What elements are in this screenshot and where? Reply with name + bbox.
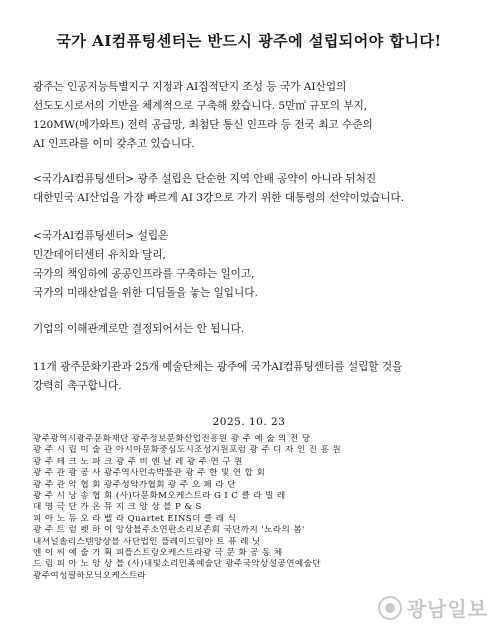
newspaper-logo-icon [378, 596, 402, 620]
organization-row: 광 주 관 광 공 사 광주역사민속박물관 광 주 한 빛 연 합 회 [33, 468, 266, 479]
text-line: 대한민국 AI산업을 가장 빠르게 AI 3강으로 가기 위한 대통령의 선약이었습니다. [33, 192, 405, 204]
organization-row: 광 주 테 크 노 파 크 광 주 비 엔 날 레 광 주 연 구 원 [33, 456, 243, 467]
text-line: 선도도시로서의 기반을 체계적으로 구축해 왔습니다. 5만㎡ 규모의 부지, [33, 100, 368, 112]
text-line: <국가AI컴퓨팅센터> 설립은 [33, 230, 169, 242]
text-line: 국가의 미래산업을 위한 디딤돌을 놓는 일입니다. [33, 287, 258, 299]
organization-row: 광 주 시 립 미 술 관 아시아문화중심도시조성지원포럼 광 주 디 자 인 진 흥 원 [33, 445, 342, 456]
text-line: 민간데이터센터 유치와 달리, [33, 249, 166, 261]
text-line: 120MW(메가와트) 전력 공급망, 최첨단 통신 인프라 등 전국 최고 수준의 [33, 119, 373, 131]
organization-row: 광주광역시광주문화재단 광주정보문화산업진흥원 광 주 예 술 의 전 당 [33, 434, 311, 444]
paragraph-demand [33, 358, 473, 396]
signatory-organizations [33, 434, 463, 582]
paragraph-public-infra [33, 227, 473, 303]
text-line: 강력히 촉구합니다. [33, 380, 122, 392]
newspaper-watermark [378, 593, 488, 622]
text-line: 기업의 이해관계로만 결정되어서는 안 됩니다. [33, 323, 245, 335]
document-date: 2025. 10. 23 [212, 416, 286, 428]
organization-row: 엔 이 씨 예 술 기 획 피플스트링오케스트라광 극 문 화 공 동 체 [33, 548, 283, 559]
organization-row: 광 주 트 럼 펫 하 이 앙상블주소연판소리보존회 국단까지 '노라의 봄' [33, 525, 305, 536]
text-line: 광주는 인공지능특별지구 지정과 AI집적단지 조성 등 국가 AI산업의 [33, 81, 347, 93]
text-line: 11개 광주문화기관과 25개 예술단체는 광주에 국가AI컴퓨팅센터를 설립할 것을 [33, 361, 403, 373]
paragraph-business-interest [33, 320, 473, 339]
organization-row: 피 아 노 듀 오 라 벨 라 Quartet EINS더 클 래 식 [33, 513, 237, 524]
organization-row: 드 림 피 아 노 앙 상 블 (사)내빛소리민족예술단 광주국악상설공연예술단 [33, 559, 322, 570]
text-line: AI 인프라를 이미 갖추고 있습니다. [33, 138, 195, 150]
organization-row: 내셔널솔리스텐앙상블 사단법인 플레이드림아 트 퓨 레 닛 [33, 536, 261, 547]
paragraph-pledge [33, 170, 473, 208]
paragraph-infrastructure [33, 78, 473, 154]
organization-row: 광 주 관 악 협 회 광주성악가협회 광 주 오 페 라 단 [33, 479, 236, 490]
document-title: 국가 AI컴퓨팅센터는 반드시 광주에 설립되어야 합니다! [56, 32, 442, 50]
organization-row: 광주여성필하모닉오케스트라 [33, 570, 147, 581]
text-line: 국가의 책임하에 공공인프라를 구축하는 일이고, [33, 268, 255, 280]
organization-row: 광 주 시 낭 송 협 회 (사)다문화M오케스트라 G I C 클 라 빌 레 [33, 491, 286, 502]
watermark-text: 광남일보 [406, 597, 488, 621]
text-line: <국가AI컴퓨팅센터> 광주 설립은 단순한 지역 안배 공약이 아니라 뒤처진 [33, 173, 377, 185]
organization-row: 대 영 극 단 가 온 뮤 지 크 앙 상 블 P & S [33, 502, 202, 513]
